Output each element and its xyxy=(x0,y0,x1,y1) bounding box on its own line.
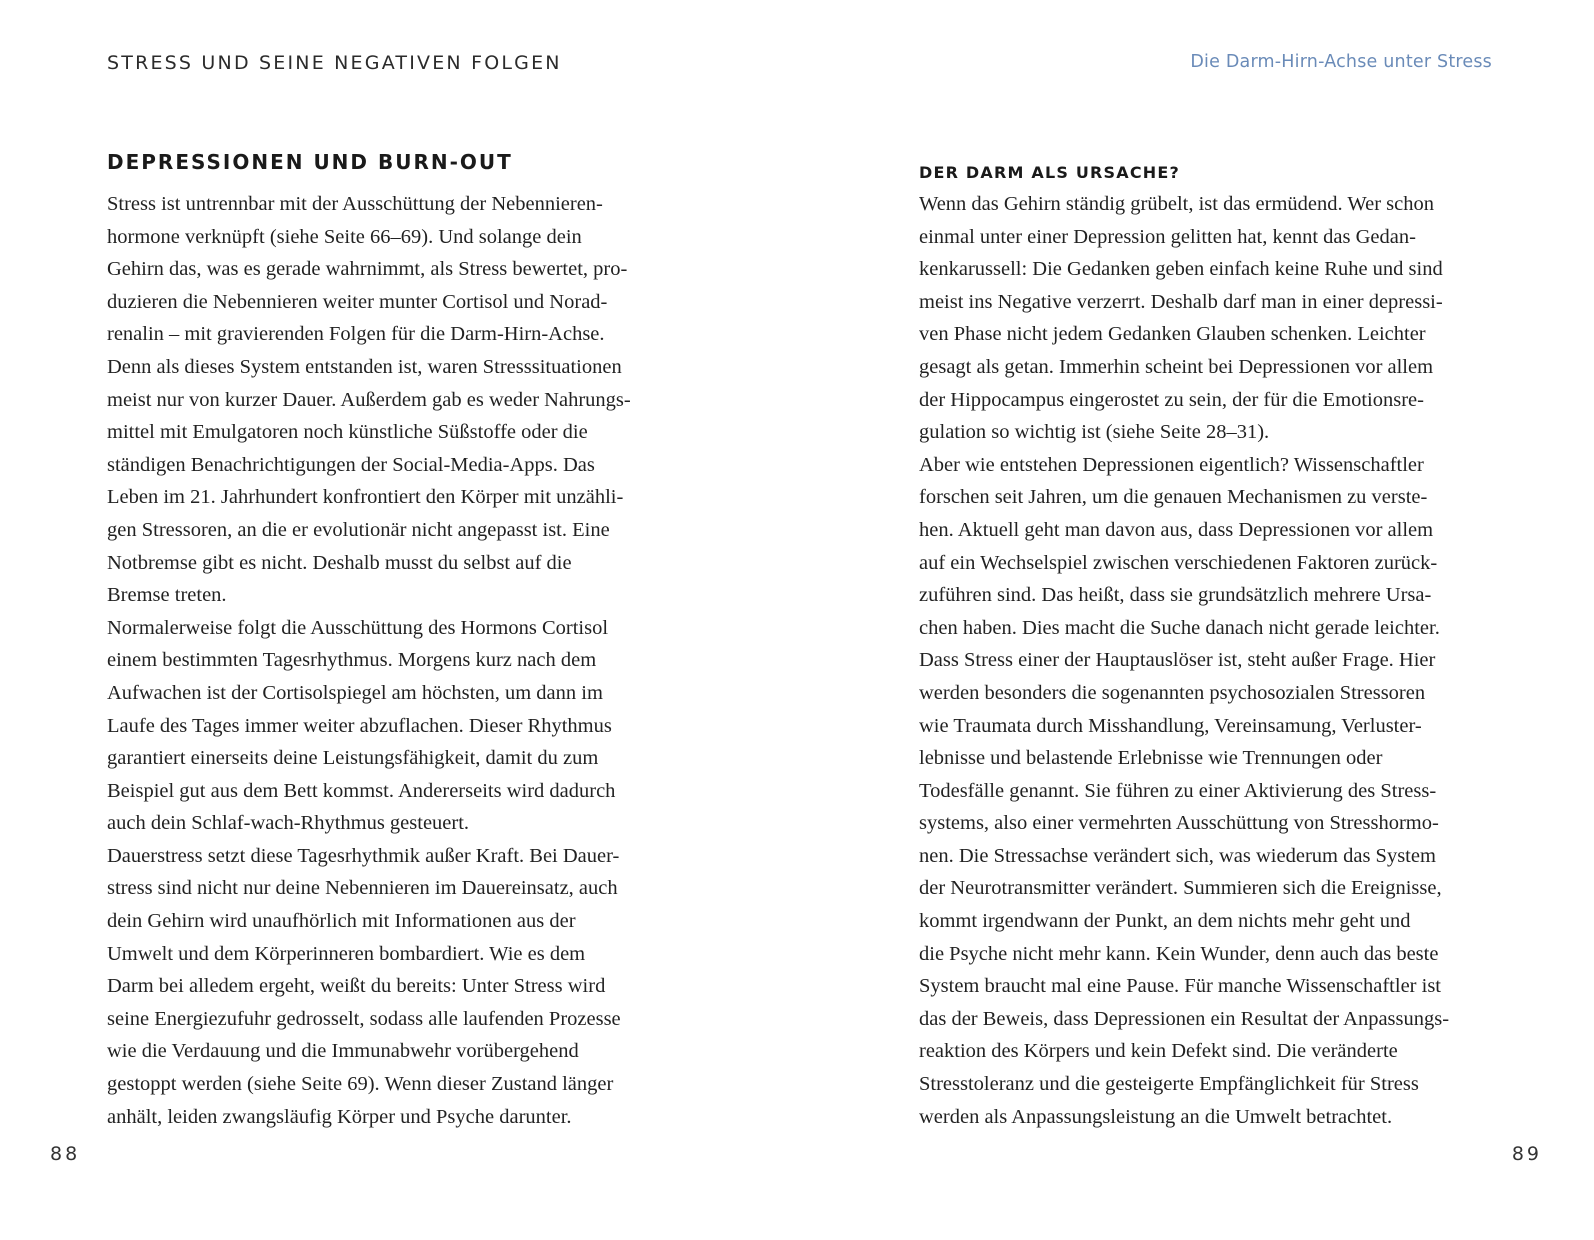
text-line: kenkarussell: Die Gedanken geben einfach keine Ruhe und sind xyxy=(919,258,1443,281)
text-line: Stresstoleranz und die gesteigerte Empfänglichkeit für Stress xyxy=(919,1073,1419,1096)
text-line: stress sind nicht nur deine Nebennieren im Dauereinsatz, auch xyxy=(107,877,618,900)
text-line: systems, also einer vermehrten Ausschüttung von Stresshormo- xyxy=(919,812,1439,835)
text-line: Bremse treten. xyxy=(107,584,227,607)
text-line: renalin – mit gravierenden Folgen für die Darm-Hirn-Achse. xyxy=(107,323,605,346)
text-line: werden als Anpassungsleistung an die Umwelt betrachtet. xyxy=(919,1105,1393,1128)
running-head-left: STRESS UND SEINE NEGATIVEN FOLGEN xyxy=(107,52,562,74)
text-line: Notbremse gibt es nicht. Deshalb musst du selbst auf die xyxy=(107,551,572,574)
text-line: hen. Aktuell geht man davon aus, dass Depressionen vor allem xyxy=(919,518,1434,541)
text-line: garantiert einerseits deine Leistungsfähigkeit, damit du zum xyxy=(107,747,599,770)
right-body-text xyxy=(919,188,1449,1133)
text-line: gulation so wichtig ist (siehe Seite 28–31). xyxy=(919,421,1270,444)
section-heading: DEPRESSIONEN UND BURN-OUT xyxy=(107,150,513,174)
text-line: zuführen sind. Das heißt, dass sie grundsätzlich mehrere Ursa- xyxy=(919,584,1432,607)
text-line: Laufe des Tages immer weiter abzuflachen. Dieser Rhythmus xyxy=(107,714,612,737)
text-line: hormone verknüpft (siehe Seite 66–69). Und solange dein xyxy=(107,225,582,248)
text-line: werden besonders die sogenannten psychosozialen Stressoren xyxy=(919,681,1426,704)
text-line: anhält, leiden zwangsläufig Körper und Psyche darunter. xyxy=(107,1105,572,1128)
text-line: Darm bei alledem ergeht, weißt du bereits: Unter Stress wird xyxy=(107,975,606,998)
text-line: Leben im 21. Jahrhundert konfrontiert den Körper mit unzähli- xyxy=(107,486,624,509)
text-line: Dauerstress setzt diese Tagesrhythmik außer Kraft. Bei Dauer- xyxy=(107,844,620,867)
running-head-right: Die Darm-Hirn-Achse unter Stress xyxy=(1190,52,1492,72)
text-line: Dass Stress einer der Hauptauslöser ist, steht außer Frage. Hier xyxy=(919,649,1436,672)
text-line: Aber wie entstehen Depressionen eigentlich? Wissenschaftler xyxy=(919,453,1424,476)
text-line: Normalerweise folgt die Ausschüttung des Hormons Cortisol xyxy=(107,616,609,639)
text-line: einmal unter einer Depression gelitten hat, kennt das Gedan- xyxy=(919,225,1416,248)
text-line: Gehirn das, was es gerade wahrnimmt, als Stress bewertet, pro- xyxy=(107,258,628,281)
page-number-left: 88 xyxy=(50,1143,81,1165)
text-line: wie die Verdauung und die Immunabwehr vorübergehend xyxy=(107,1040,579,1063)
text-line: Todesfälle genannt. Sie führen zu einer Aktivierung des Stress- xyxy=(919,779,1437,802)
text-line: ven Phase nicht jedem Gedanken Glauben schenken. Leichter xyxy=(919,323,1426,346)
text-line: meist nur von kurzer Dauer. Außerdem gab es weder Nahrungs- xyxy=(107,388,631,411)
text-line: Denn als dieses System entstanden ist, waren Stresssituationen xyxy=(107,355,622,378)
text-line: ständigen Benachrichtigungen der Social-Media-Apps. Das xyxy=(107,453,595,476)
text-line: der Neurotransmitter verändert. Summieren sich die Ereignisse, xyxy=(919,877,1442,900)
left-body-text xyxy=(107,188,631,1133)
text-line: Beispiel gut aus dem Bett kommst. Andererseits wird dadurch xyxy=(107,779,616,802)
text-line: auf ein Wechselspiel zwischen verschiedenen Faktoren zurück- xyxy=(919,551,1438,574)
text-line: der Hippocampus eingerostet zu sein, der für die Emotionsre- xyxy=(919,388,1424,411)
text-line: gestoppt werden (siehe Seite 69). Wenn dieser Zustand länger xyxy=(107,1073,614,1096)
text-line: einem bestimmten Tagesrhythmus. Morgens kurz nach dem xyxy=(107,649,597,672)
subsection-heading: DER DARM ALS URSACHE? xyxy=(919,163,1181,182)
text-line: meist ins Negative verzerrt. Deshalb darf man in einer depressi- xyxy=(919,290,1443,313)
text-line: Wenn das Gehirn ständig grübelt, ist das ermüdend. Wer schon xyxy=(919,193,1434,215)
text-line: das der Beweis, dass Depressionen ein Resultat der Anpassungs- xyxy=(919,1007,1450,1030)
text-line: mittel mit Emulgatoren noch künstliche Süßstoffe oder die xyxy=(107,421,588,444)
text-line: Aufwachen ist der Cortisolspiegel am höchsten, um dann im xyxy=(107,681,603,704)
text-line: wie Traumata durch Misshandlung, Vereinsamung, Verluster- xyxy=(919,714,1422,737)
text-line: Umwelt und dem Körperinneren bombardiert. Wie es dem xyxy=(107,942,586,965)
text-line: lebnisse und belastende Erlebnisse wie Trennungen oder xyxy=(919,747,1383,770)
text-line: System braucht mal eine Pause. Für manche Wissenschaftler ist xyxy=(919,975,1441,998)
text-line: chen haben. Dies macht die Suche danach nicht gerade leichter. xyxy=(919,616,1440,639)
text-line: auch dein Schlaf-wach-Rhythmus gesteuert. xyxy=(107,812,470,835)
text-line: seine Energiezufuhr gedrosselt, sodass alle laufenden Prozesse xyxy=(107,1007,621,1030)
text-line: gesagt als getan. Immerhin scheint bei Depressionen vor allem xyxy=(919,355,1434,378)
page-number-right: 89 xyxy=(1511,1143,1542,1165)
text-line: dein Gehirn wird unaufhörlich mit Informationen aus der xyxy=(107,910,576,933)
text-line: reaktion des Körpers und kein Defekt sind. Die veränderte xyxy=(919,1040,1398,1063)
text-line: Stress ist untrennbar mit der Ausschüttung der Nebennieren- xyxy=(107,193,603,215)
text-line: nen. Die Stressachse verändert sich, was wiederum das System xyxy=(919,844,1436,867)
text-line: die Psyche nicht mehr kann. Kein Wunder, denn auch das beste xyxy=(919,942,1439,965)
text-line: kommt irgendwann der Punkt, an dem nichts mehr geht und xyxy=(919,910,1411,933)
text-line: gen Stressoren, an die er evolutionär nicht angepasst ist. Eine xyxy=(107,518,610,541)
text-line: forschen seit Jahren, um die genauen Mechanismen zu verste- xyxy=(919,486,1428,509)
text-line: duzieren die Nebennieren weiter munter Cortisol und Norad- xyxy=(107,290,608,313)
